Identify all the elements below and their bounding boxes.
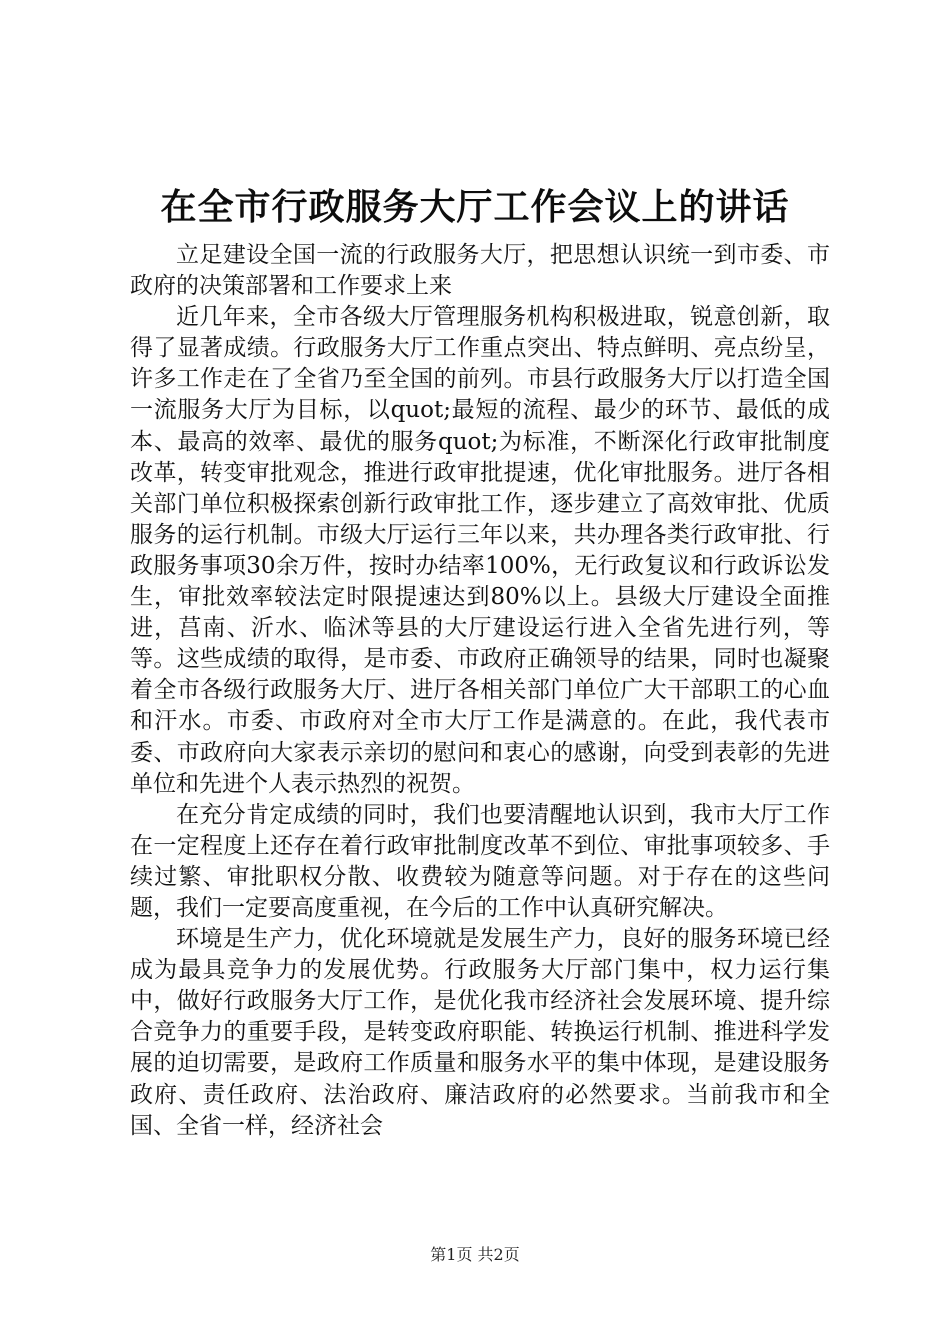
document-body	[130, 240, 830, 1142]
document-title: 在全市行政服务大厅工作会议上的讲话	[160, 187, 790, 228]
paragraph-3: 在充分肯定成绩的同时，我们也要清醒地认识到，我市大厅工作在一定程度上还存在着行政审批制度改革不到位、审批事项较多、手续过繁、审批职权分散、收费较为随意等问题。对于存在的这些问题，我们一定要高度重视，在今后的工作中认真研究解决。	[130, 801, 830, 921]
paragraph-1: 立足建设全国一流的行政服务大厅，把思想认识统一到市委、市政府的决策部署和工作要求上来	[130, 242, 830, 300]
paragraph-2: 近几年来，全市各级大厅管理服务机构积极进取，锐意创新，取得了显著成绩。行政服务大厅工作重点突出、特点鲜明、亮点纷呈，许多工作走在了全省乃至全国的前列。市县行政服务大厅以打造全国一流服务大厅为目标，以quot;最短的流程、最少的环节、最低的成本、最高的效率、最优的服务quot;为标准，不断深化行政审批制度改革，转变审批观念，推进行政审批提速，优化审批服务。进厅各相关部门单位积极探索创新行政审批工作，逐步建立了高效审批、优质服务的运行机制。市级大厅运行三年以来，共办理各类行政审批、行政服务事项30余万件，按时办结率100%，无行政复议和行政诉讼发生，审批效率较法定时限提速达到80%以上。县级大厅建设全面推进，莒南、沂水、临沭等县的大厅建设运行进入全省先进行列，等等。这些成绩的取得，是市委、市政府正确领导的结果，同时也凝聚着全市各级行政服务大厅、进厅各相关部门单位广大干部职工的心血和汗水。市委、市政府对全市大厅工作是满意的。在此，我代表市委、市政府向大家表示亲切的慰问和衷心的感谢，向受到表彰的先进单位和先进个人表示热烈的祝贺。	[130, 304, 830, 797]
page-number-footer: 第1页 共2页	[430, 1245, 520, 1264]
paragraph-4: 环境是生产力，优化环境就是发展生产力，良好的服务环境已经成为最具竞争力的发展优势。行政服务大厅部门集中，权力运行集中，做好行政服务大厅工作，是优化我市经济社会发展环境、提升综合竞争力的重要手段，是转变政府职能、转换运行机制、推进科学发展的迫切需要，是政府工作质量和服务水平的集中体现，是建设服务政府、责任政府、法治政府、廉洁政府的必然要求。当前我市和全国、全省一样，经济社会	[130, 926, 830, 1139]
